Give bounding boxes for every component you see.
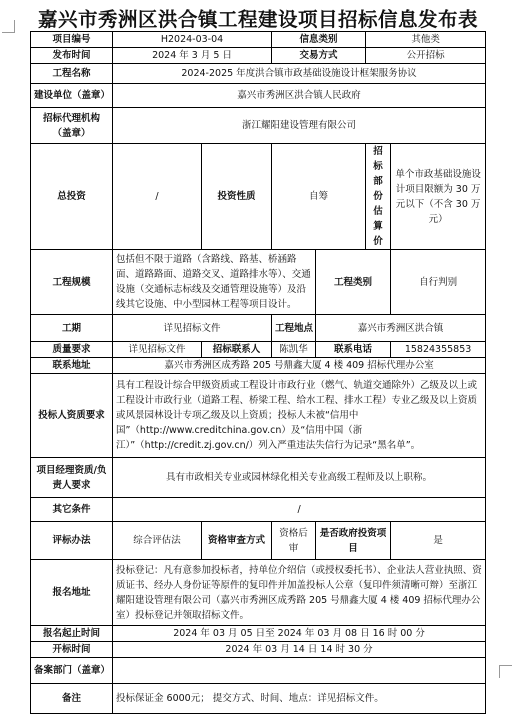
label-location: 工程地点: [272, 315, 316, 342]
label-tender-estimate: 招标部份估算价: [366, 144, 391, 250]
table-row: [31, 358, 486, 374]
label-project-name: 工程名称: [31, 64, 113, 84]
value-eval-method: 综合评估法: [113, 522, 202, 560]
label-agency: 招标代理机构（盖章）: [31, 108, 113, 144]
label-registration-period: 报名起止时间: [31, 626, 113, 642]
label-info-type: 信息类别: [272, 32, 366, 48]
label-eval-method: 评标办法: [31, 522, 113, 560]
label-trade-method: 交易方式: [272, 48, 366, 64]
table-row: [31, 498, 486, 522]
label-project-no: 项目编号: [31, 32, 113, 48]
value-registration-address: 投标登记：凡有意参加投标者，持单位介绍信（或授权委托书）、企业法人营业执照、资质证书、经办人身份证等原件的复印件并加盖投标人公章（复印件须清晰可辩）至浙江耀阳建设管理有限公司（嘉兴市秀洲区成秀路 205 号鼎鑫大厦 4 楼 409 招标代理办公室）投标登记并领取招标文件。: [113, 560, 486, 626]
table-row: [31, 626, 486, 642]
label-contact-address: 联系地址: [31, 358, 113, 374]
label-prequal-method: 资格审查方式: [202, 522, 272, 560]
label-remarks: 备注: [31, 684, 113, 714]
label-contact-phone: 联系电话: [316, 342, 391, 358]
table-row: [31, 560, 486, 626]
value-contact-address: 嘉兴市秀洲区成秀路 205 号鼎鑫大厦 4 楼 409 招标代理办公室: [113, 358, 486, 374]
label-quality: 质量要求: [31, 342, 113, 358]
table-row: [31, 684, 486, 714]
label-duration: 工期: [31, 315, 113, 342]
value-location: 嘉兴市秀洲区洪合镇: [316, 315, 486, 342]
label-bidder-requirements: 投标人资质要求: [31, 374, 113, 458]
table-row: [31, 48, 486, 64]
label-project-category: 工程类别: [316, 250, 391, 315]
table-row: [31, 144, 486, 250]
tender-info-table: [30, 31, 486, 714]
table-row: [31, 374, 486, 458]
value-publish-time: 2024 年 3 月 5 日: [113, 48, 272, 64]
value-info-type: 其他类: [366, 32, 486, 48]
value-is-gov-project: 是: [391, 522, 486, 560]
value-project-category: 自行判别: [391, 250, 486, 315]
value-quality: 详见招标文件: [113, 342, 202, 358]
label-build-unit: 建设单位（盖章）: [31, 84, 113, 108]
label-total-investment: 总投资: [31, 144, 113, 250]
table-row: [31, 64, 486, 84]
value-contact-phone: 15824355853: [391, 342, 486, 358]
label-publish-time: 发布时间: [31, 48, 113, 64]
value-manager-requirements: 具有市政相关专业或园林绿化相关专业高级工程师及以上职称。: [113, 458, 486, 498]
label-manager-requirements: 项目经理资质/负责人要求: [31, 458, 113, 498]
table-row: [31, 458, 486, 498]
value-tender-estimate: 单个市政基础设施设计项目限额为 30 万元以下（不含 30 万元）: [391, 144, 486, 250]
value-bidder-requirements: 具有工程设计综合甲级资质或工程设计市政行业（燃气、轨道交通除外）乙级及以上或工程设计市政行业（道路工程、桥梁工程、给水工程、排水工程）专业乙级及以上资质或风景园林设计专项乙级及以上资质；投标人未被“信用中国”（http://www.creditchina.gov.cn）及“信用中国（浙江）”（http://credit.zj.gov.cn/）列入严重违法失信行为记录“黑名单”。: [113, 374, 486, 458]
value-other-conditions: /: [113, 498, 486, 522]
margin-corner-mark: [499, 665, 512, 678]
value-contact-person: 陈凯华: [272, 342, 316, 358]
label-scale: 工程规模: [31, 250, 113, 315]
value-trade-method: 公开招标: [366, 48, 486, 64]
label-contact-person: 招标联系人: [202, 342, 272, 358]
table-row: [31, 108, 486, 144]
table-row: [31, 342, 486, 358]
table-row: [31, 250, 486, 315]
label-invest-nature: 投资性质: [202, 144, 272, 250]
label-other-conditions: 其它条件: [31, 498, 113, 522]
table-row: [31, 84, 486, 108]
value-agency: 浙江耀阳建设管理有限公司: [113, 108, 486, 144]
value-build-unit: 嘉兴市秀洲区洪合镇人民政府: [113, 84, 486, 108]
value-scale: 包括但不限于道路（含路线、路基、桥涵路面、道路路面、道路交叉、道路排水等）、交通设施（交通标志标线及交通管理设施等）及沿线其它设施、中小型园林工程等项目设计。: [113, 250, 316, 315]
value-invest-nature: 自筹: [272, 144, 366, 250]
value-total-investment: /: [113, 144, 202, 250]
table-row: [31, 522, 486, 560]
label-filing-dept: 备案部门（盖章）: [31, 658, 113, 684]
document-title: 嘉兴市秀洲区洪合镇工程建设项目招标信息发布表: [37, 8, 478, 31]
table-row: [31, 315, 486, 342]
label-is-gov-project: 是否政府投资项目: [316, 522, 391, 560]
value-remarks: 投标保证金 6000元； 提交方式、时间、地点：详见招标文件。: [113, 684, 486, 714]
table-row: [31, 32, 486, 48]
value-opening-time: 2024 年 03 月 14 日 14 时 30 分: [113, 642, 486, 658]
value-duration: 详见招标文件: [113, 315, 272, 342]
value-project-name: 2024-2025 年度洪合镇市政基础设施设计框架服务协议: [113, 64, 486, 84]
value-project-no: H2024-03-04: [113, 32, 272, 48]
table-row: [31, 642, 486, 658]
label-registration-address: 报名地址: [31, 560, 113, 626]
value-prequal-method: 资格后审: [272, 522, 316, 560]
label-opening-time: 开标时间: [31, 642, 113, 658]
value-registration-period: 2024 年 03 月 05 日至 2024 年 03 月 08 日 16 时 00 分: [113, 626, 486, 642]
